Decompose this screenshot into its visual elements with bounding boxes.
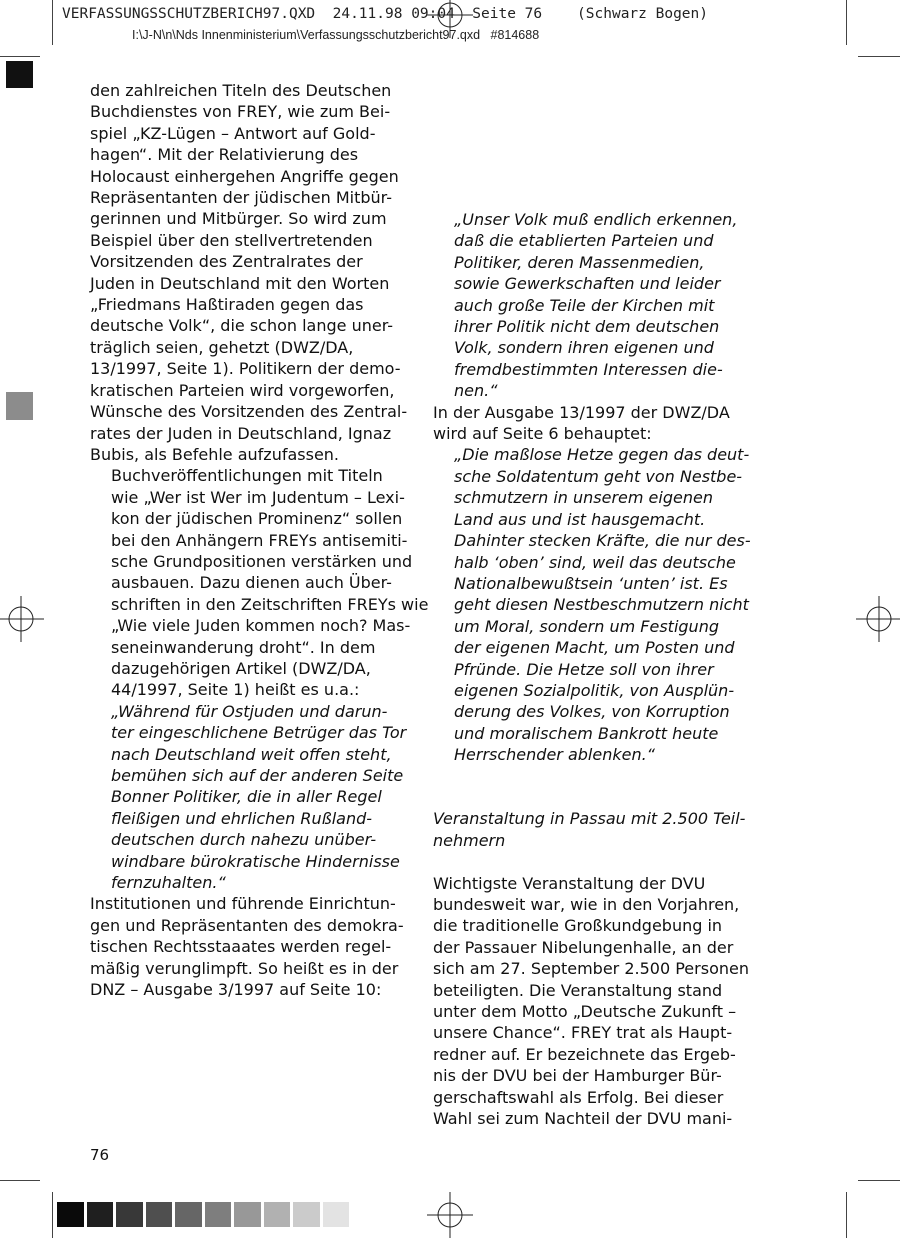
text-line: „Während für Ostjuden und darun-: [111, 701, 388, 721]
text-line: nach Deutschland weit offen steht,: [111, 744, 392, 764]
text-line: derung des Volkes, von Korruption: [454, 702, 730, 722]
gray-swatch: [146, 1202, 173, 1227]
crop-mark-top-left: [52, 0, 53, 45]
file-path-line: I:\J-N\n\Nds Innenministerium\Verfassungsschutzbericht97.qxd #814688: [132, 28, 540, 42]
section-heading-passau: [433, 808, 753, 851]
text-line: eigenen Sozialpolitik, von Ausplün-: [454, 680, 735, 700]
text-line: Buchveröffentlichungen mit Titeln: [111, 466, 383, 486]
text-line: nen.“: [454, 381, 498, 401]
text-line: schmutzern in unserem eigenen: [454, 488, 713, 508]
right-column: [433, 209, 753, 1129]
text-line: bundesweit war, wie in den Vorjahren,: [433, 894, 740, 914]
registration-mark-left-icon: [0, 596, 44, 642]
gray-swatch: [205, 1202, 232, 1227]
gray-swatch: [87, 1202, 114, 1227]
gray-swatch: [293, 1202, 320, 1227]
text-line: tischen Rechtsstaaates werden regel-: [90, 937, 392, 957]
gray-swatch: [323, 1202, 350, 1227]
text-line: nehmern: [433, 830, 506, 850]
text-line: Bonner Politiker, die in aller Regel: [111, 787, 382, 807]
text-line: wie „Wer ist Wer im Judentum – Lexi-: [111, 487, 405, 507]
text-line: unsere Chance“. FREY trat als Haupt-: [433, 1023, 733, 1043]
crop-mark-bottom-left: [52, 1192, 53, 1238]
text-line: beteiligten. Die Veranstaltung stand: [433, 980, 723, 1000]
text-line: fernzuhalten.“: [111, 873, 226, 893]
gray-swatch: [175, 1202, 202, 1227]
paragraph-institutions: [90, 893, 410, 1000]
registration-mark-right-icon: [856, 596, 900, 642]
text-line: hagen“. Mit der Relativierung des: [90, 145, 359, 165]
text-line: kratischen Parteien wird vorgeworfen,: [90, 380, 395, 400]
text-line: sche Soldatentum geht von Nestbe-: [454, 466, 743, 486]
text-line: träglich seien, gehetzt (DWZ/DA,: [90, 337, 354, 357]
quote-unser-volk: [454, 209, 753, 402]
text-line: Nationalbewußtsein ‘unten’ ist. Es: [454, 573, 728, 593]
gray-swatch: [116, 1202, 143, 1227]
text-line: Volk, sondern ihren eigenen und: [454, 338, 714, 358]
page-number: 76: [90, 1146, 110, 1164]
crop-mark-bottom-right-horizontal: [858, 1180, 900, 1181]
text-line: auch große Teile der Kirchen mit: [454, 295, 715, 315]
crop-mark-top-right: [846, 0, 847, 45]
text-line: mäßig verunglimpft. So heißt es in der: [90, 958, 399, 978]
text-line: 44/1997, Seite 1) heißt es u.a.:: [111, 680, 360, 700]
text-line: rates der Juden in Deutschland, Ignaz: [90, 423, 392, 443]
text-line: „Unser Volk muß endlich erkennen,: [454, 210, 738, 229]
text-line: und moralischem Bankrott heute: [454, 723, 719, 743]
text-line: Wahl sei zum Nachteil der DVU mani-: [433, 1109, 733, 1129]
text-line: gerinnen und Mitbürger. So wird zum: [90, 209, 387, 229]
slug-line: VERFASSUNGSSCHUTZBERICH97.QXD 24.11.98 09:04 Seite 76 (Schwarz Bogen): [62, 6, 709, 22]
text-line: schriften in den Zeitschriften FREYs wie: [111, 594, 429, 614]
text-line: 13/1997, Seite 1). Politikern der demo-: [90, 359, 401, 379]
text-line: redner auf. Er bezeichnete das Ergeb-: [433, 1044, 736, 1064]
text-line: Repräsentanten der jüdischen Mitbür-: [90, 188, 393, 208]
text-line: deutsche Volk“, die schon lange uner-: [90, 316, 394, 336]
text-line: Bubis, als Befehle aufzufassen.: [90, 444, 340, 464]
text-line: Wichtigste Veranstaltung der DVU: [433, 873, 706, 893]
gray-swatch: [264, 1202, 291, 1227]
text-line: Holocaust einhergehen Angriffe gegen: [90, 166, 399, 186]
text-line: Politiker, deren Massenmedien,: [454, 252, 705, 272]
text-line: Veranstaltung in Passau mit 2.500 Teil-: [433, 809, 746, 829]
text-line: windbare bürokratische Hindernisse: [111, 851, 400, 871]
grayscale-color-bar: [57, 1202, 352, 1227]
text-line: unter dem Motto „Deutsche Zukunft –: [433, 1002, 737, 1021]
text-line: ihrer Politik nicht dem deutschen: [454, 317, 720, 337]
text-line: In der Ausgabe 13/1997 der DWZ/DA: [433, 402, 730, 422]
text-line: „Die maßlose Hetze gegen das deut-: [454, 445, 750, 465]
black-edge-marker: [6, 61, 33, 88]
text-line: seneinwanderung droht“. In dem: [111, 637, 376, 657]
text-line: kon der jüdischen Prominenz“ sollen: [111, 509, 403, 529]
text-line: „Friedmans Haßtiraden gegen das: [90, 295, 364, 315]
paragraph-book-publications: [90, 465, 429, 700]
text-line: Institutionen und führende Einrichtun-: [90, 894, 396, 914]
registration-mark-top-icon: [427, 0, 473, 38]
text-line: fremdbestimmten Interessen die-: [454, 359, 723, 379]
paragraph-ausgabe-13-1997: [433, 402, 753, 445]
text-line: DNZ – Ausgabe 3/1997 auf Seite 10:: [90, 980, 382, 1000]
text-line: Buchdienstes von FREY, wie zum Bei-: [90, 102, 391, 122]
text-line: deutschen durch nahezu unüber-: [111, 830, 377, 850]
paragraph-passau-event: [433, 873, 753, 1130]
crop-mark-top-right-horizontal: [858, 56, 900, 57]
paragraph-holocaust: [90, 80, 410, 465]
text-line: halb ‘oben’ sind, weil das deutsche: [454, 552, 736, 572]
quote-hetze-soldatentum: [454, 444, 753, 765]
text-line: nis der DVU bei der Hamburger Bür-: [433, 1066, 722, 1086]
text-line: gen und Repräsentanten des demokra-: [90, 915, 404, 935]
text-line: gerschaftswahl als Erfolg. Bei dieser: [433, 1087, 724, 1107]
text-line: den zahlreichen Titeln des Deutschen: [90, 81, 392, 100]
text-line: sowie Gewerkschaften und leider: [454, 274, 721, 294]
text-line: bemühen sich auf der anderen Seite: [111, 766, 404, 785]
crop-mark-bottom-left-horizontal: [0, 1180, 40, 1181]
text-line: der eigenen Macht, um Posten und: [454, 638, 735, 658]
text-line: Vorsitzenden des Zentralrates der: [90, 252, 363, 272]
text-line: Juden in Deutschland mit den Worten: [90, 273, 390, 293]
left-column: [90, 80, 429, 1000]
quote-ostjuden: [111, 701, 410, 894]
text-line: der Passauer Nibelungenhalle, an der: [433, 937, 734, 957]
text-line: Beispiel über den stellvertretenden: [90, 230, 373, 250]
text-line: sche Grundpositionen verstärken und: [111, 551, 413, 571]
text-line: Wünsche des Vorsitzenden des Zentral-: [90, 402, 408, 422]
gray-swatch: [57, 1202, 84, 1227]
gray-edge-marker: [6, 392, 33, 420]
text-line: wird auf Seite 6 behauptet:: [433, 424, 652, 444]
gray-swatch: [234, 1202, 261, 1227]
text-line: Herrschender ablenken.“: [454, 745, 655, 765]
text-line: ausbauen. Dazu dienen auch Über-: [111, 573, 392, 593]
text-line: spiel „KZ-Lügen – Antwort auf Gold-: [90, 123, 376, 143]
text-line: die traditionelle Großkundgebung in: [433, 916, 723, 936]
registration-mark-bottom-icon: [427, 1192, 473, 1238]
crop-mark-top-left-horizontal: [0, 56, 40, 57]
text-line: geht diesen Nestbeschmutzern nicht: [454, 595, 749, 615]
text-line: fleißigen und ehrlichen Rußland-: [111, 808, 373, 828]
text-line: dazugehörigen Artikel (DWZ/DA,: [111, 658, 371, 678]
text-line: sich am 27. September 2.500 Personen: [433, 959, 749, 979]
text-line: Dahinter stecken Kräfte, die nur des-: [454, 531, 751, 551]
text-line: ter eingeschlichene Betrüger das Tor: [111, 723, 407, 743]
text-line: Pfründe. Die Hetze soll von ihrer: [454, 659, 714, 679]
text-line: bei den Anhängern FREYs antisemiti-: [111, 530, 408, 550]
text-line: um Moral, sondern um Festigung: [454, 616, 719, 636]
text-line: „Wie viele Juden kommen noch? Mas-: [111, 616, 411, 636]
text-line: Land aus und ist hausgemacht.: [454, 509, 706, 529]
crop-mark-bottom-right: [846, 1192, 847, 1238]
text-line: daß die etablierten Parteien und: [454, 231, 714, 251]
